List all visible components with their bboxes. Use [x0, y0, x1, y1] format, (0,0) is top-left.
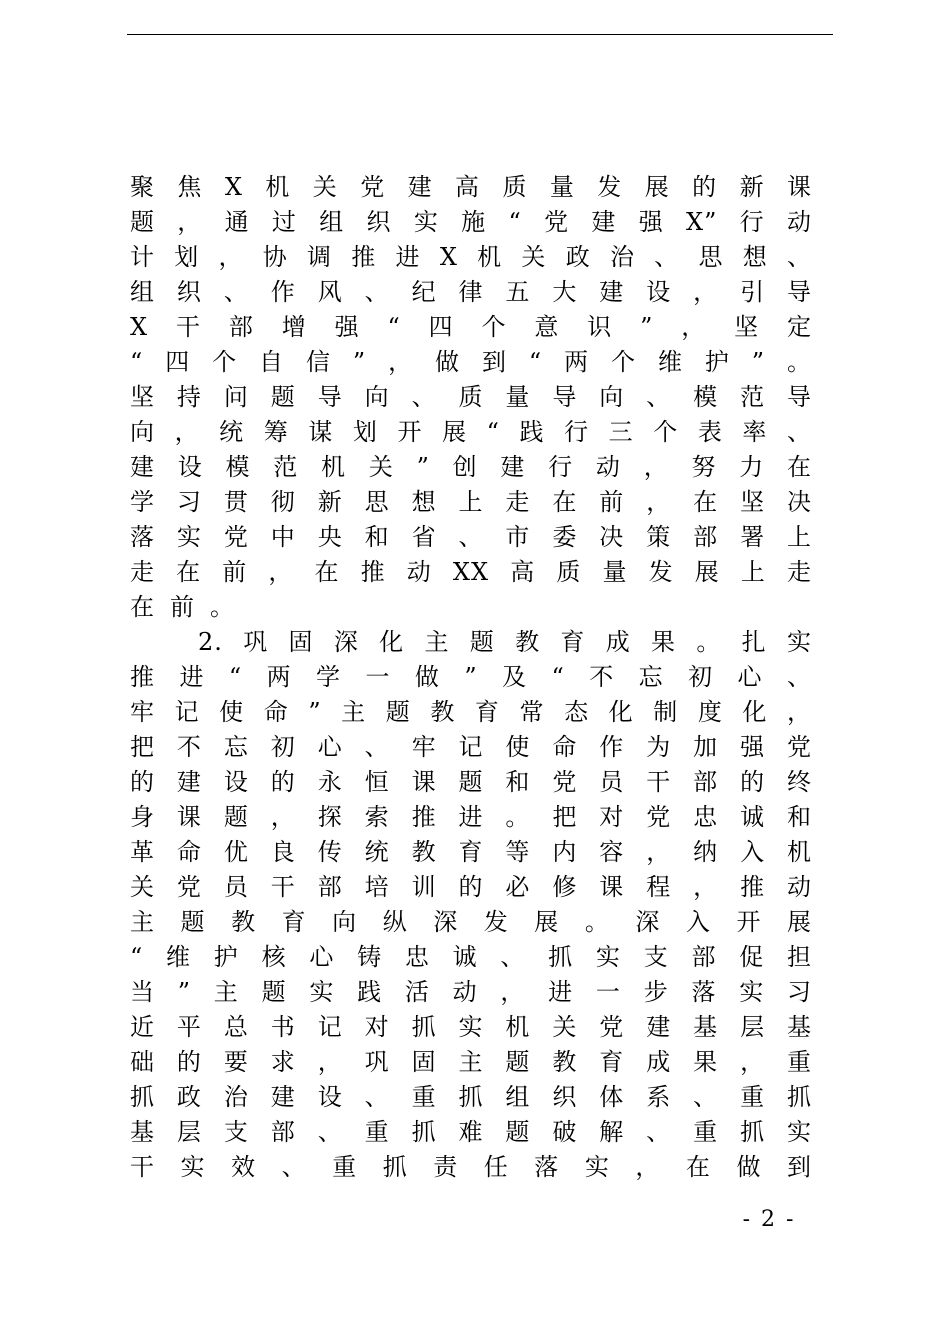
text-line: 础的要求，巩固主题教育成果，重 [130, 1048, 812, 1076]
text-line: “四个自信”，做到“两个维护”。 [130, 348, 812, 376]
text-line: 聚焦X机关党建高质量发展的新课 [130, 173, 812, 201]
text-line: 牢记使命”主题教育常态化制度化， [130, 698, 812, 726]
text-line: 落实党中央和省、市委决策部署上 [130, 523, 812, 551]
text-line: 的建设的永恒课题和党员干部的终 [130, 768, 812, 796]
text-line: 在前。 [130, 593, 250, 621]
text-line: 把不忘初心、牢记使命作为加强党 [130, 733, 812, 761]
text-line: “维护核心铸忠诚、抓实支部促担 [130, 943, 812, 971]
text-line: 题，通过组织实施“党建强X”行动 [130, 208, 812, 236]
text-line: 组织、作风、纪律五大建设，引导 [130, 278, 812, 306]
text-line: 主题教育向纵深发展。深入开展 [130, 908, 812, 936]
text-line: 走在前，在推动XX高质量发展上走 [130, 558, 812, 586]
text-line: 建设模范机关”创建行动，努力在 [130, 453, 812, 481]
text-line: 向，统筹谋划开展“践行三个表率、 [130, 418, 812, 446]
text-line: 计划，协调推进X机关政治、思想、 [130, 243, 812, 271]
text-line: 当”主题实践活动，进一步落实习 [130, 978, 812, 1006]
text-line: X干部增强“四个意识”，坚定 [130, 313, 812, 341]
text-line: 革命优良传统教育等内容，纳入机 [130, 838, 812, 866]
text-line: 推进“两学一做”及“不忘初心、 [130, 663, 812, 691]
text-line: 基层支部、重抓难题破解、重抓实 [130, 1118, 812, 1146]
document-body [130, 170, 812, 1185]
text-line: 抓政治建设、重抓组织体系、重抓 [130, 1083, 812, 1111]
text-line: 关党员干部培训的必修课程，推动 [130, 873, 812, 901]
text-line: 身课题，探索推进。把对党忠诚和 [130, 803, 812, 831]
paragraph-1 [130, 170, 812, 625]
header-rule [127, 34, 833, 35]
section-heading-line: 2.巩固深化主题教育成果。扎实 [198, 628, 812, 656]
text-line: 学习贯彻新思想上走在前，在坚决 [130, 488, 812, 516]
text-line: 坚持问题导向、质量导向、模范导 [130, 383, 812, 411]
text-line: 干实效、重抓责任落实，在做到 [130, 1153, 812, 1181]
paragraph-2 [130, 625, 812, 1185]
text-line: 近平总书记对抓实机关党建基层基 [130, 1013, 812, 1041]
page-number: - 2 - [742, 1207, 796, 1232]
